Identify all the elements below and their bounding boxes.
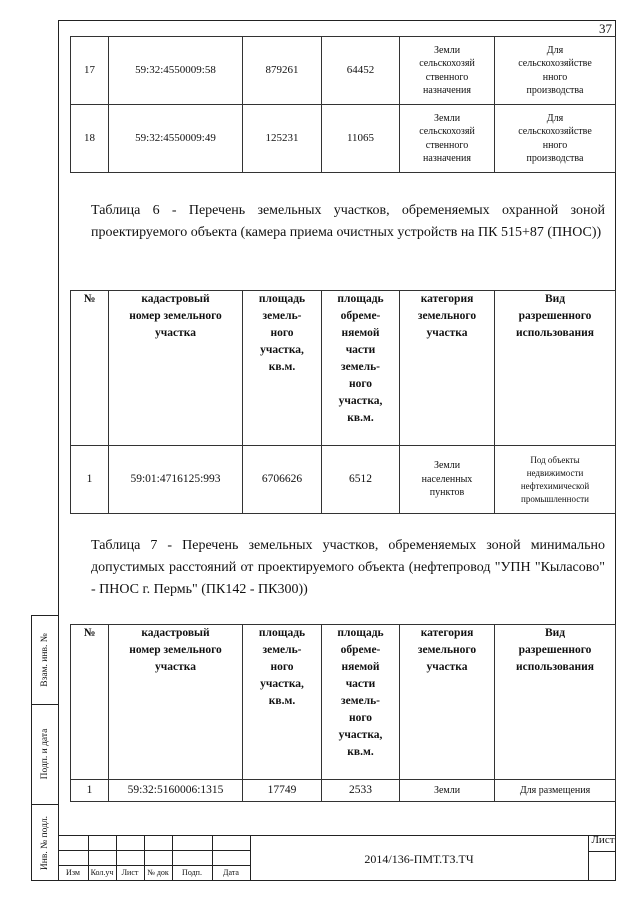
table-cell-num: 1 (71, 446, 109, 514)
sheet-label: Лист (591, 834, 615, 846)
stamp-row-line-2 (58, 865, 250, 866)
cell-line: участка, (260, 344, 304, 356)
cell-line: кв.м. (268, 361, 296, 373)
table-cell-area: 125231 (243, 105, 322, 173)
table-cell-cadastral: 59:32:4550009:49 (109, 105, 243, 173)
cell-line: площадь (337, 627, 384, 639)
table-header-row (71, 291, 616, 446)
table-row (71, 105, 616, 173)
table7-caption: Таблица 7 - Перечень земельных участков, обременяемых зоной минимально допустимых расстояний от проектируемого объекта (нефтепровод "УПН "Кыласово" - ПНОС г. Пермь" (ПК142 - ПК300)) (91, 538, 605, 597)
table-cell-area: 6706626 (243, 446, 322, 514)
cell-line: няемой (341, 661, 380, 673)
header-cell-usage (495, 291, 616, 446)
cell-line: Для размещения (519, 784, 591, 796)
cell-line: нефтехимической (520, 480, 590, 491)
table-cell-usage (495, 780, 616, 802)
header-cell-cadastral (109, 291, 243, 446)
header-cell-category (400, 625, 495, 780)
cell-line: использования (516, 327, 594, 339)
side-label-podp-data: Подп. и дата (39, 728, 50, 780)
cell-line: сельскохозяй (419, 126, 475, 137)
cell-line: недвижимости (526, 467, 584, 478)
header-cell-cadastral (109, 625, 243, 780)
cell-line: номер земельного (129, 310, 222, 322)
cell-line: участка, (338, 395, 383, 407)
cell-line: земель- (262, 644, 302, 656)
cell-line: участка, (260, 678, 304, 690)
cell-line: няемой (341, 327, 380, 339)
side-label-inv-vzam: Взам. инв. № (39, 632, 50, 687)
stamp-col-label: Подп. (182, 868, 202, 877)
header-cell-category (400, 291, 495, 446)
cell-line: населенных (421, 473, 473, 485)
cell-line: ного (348, 378, 373, 390)
cell-line: земель- (262, 310, 302, 322)
table-cell-usage (495, 446, 616, 514)
table-cell-category (400, 446, 495, 514)
stamp-col-label: Изм (66, 868, 80, 877)
cell-line: Земли (433, 460, 461, 472)
cell-line: части (345, 344, 376, 356)
header-cell-encumbered (322, 625, 400, 780)
table6-caption: Таблица 6 - Перечень земельных участков, обременяемых охранной зоной проектируемого объекта (камера приема очистных устройств на ПК 515+87 (ПНОС)) (91, 203, 605, 240)
cell-line: номер земельного (129, 644, 222, 656)
cell-line: площадь (258, 293, 306, 305)
cell-line: категория (420, 293, 474, 305)
page-number: 37 (599, 21, 612, 36)
table-cell-usage (495, 105, 616, 173)
cell-line: участка (426, 327, 468, 339)
cell-line: кадастровый (141, 627, 210, 639)
cell-line: использования (516, 661, 594, 673)
side-label-inv-podl: Инв. № подл. (39, 815, 50, 870)
table-header-row (71, 625, 616, 780)
stamp-col-label: Дата (223, 868, 239, 877)
cell-line: разрешенного (518, 644, 592, 656)
cell-line: кв.м. (347, 746, 374, 758)
cell-line: Вид (544, 293, 566, 305)
cell-line: нного (542, 139, 568, 151)
cell-line: производства (526, 153, 584, 164)
cell-line: ного (270, 327, 294, 339)
cell-line: ного (270, 661, 294, 673)
header-cell-area (243, 291, 322, 446)
cell-line: производства (526, 85, 584, 96)
table-row (71, 780, 616, 802)
cell-line: участка, (338, 729, 383, 741)
cell-line: назначения (423, 85, 471, 96)
table-cell-category (400, 780, 495, 802)
cell-line: участка (426, 661, 468, 673)
header-cell-encumbered (322, 291, 400, 446)
cell-line: площадь (337, 293, 384, 305)
cell-line: Для (546, 112, 564, 124)
cell-line: кв.м. (268, 695, 296, 707)
table-cell-encumbered: 2533 (322, 780, 400, 802)
table-cell-encumbered: 64452 (322, 37, 400, 105)
header-cell-num: № (71, 625, 109, 780)
cell-line: ственного (425, 139, 469, 151)
cell-line: части (345, 678, 376, 690)
stamp-col-label: Лист (121, 868, 139, 877)
table-cell-category (400, 105, 495, 173)
table-cell-area: 17749 (243, 780, 322, 802)
table-row (71, 446, 616, 514)
table-cell-category (400, 37, 495, 105)
cell-line: обреме- (340, 310, 381, 322)
cell-line: пунктов (429, 487, 465, 499)
header-cell-num: № (71, 291, 109, 446)
table-cell-num: 1 (71, 780, 109, 802)
stamp-list-line (588, 851, 616, 852)
cell-line: Земли (433, 784, 461, 796)
cell-line: земельного (417, 644, 477, 656)
cell-line: кадастровый (141, 293, 210, 305)
cell-line: промышленности (521, 493, 589, 504)
table-cell-cadastral: 59:01:4716125:993 (109, 446, 243, 514)
stamp-col-label: № док (147, 868, 169, 877)
cell-line: сельскохозяйстве (518, 58, 592, 69)
cell-line: участка (155, 327, 196, 339)
table-cell-cadastral: 59:32:5160006:1315 (109, 780, 243, 802)
cell-line: разрешенного (518, 310, 592, 322)
cell-line: Для (546, 44, 564, 56)
stamp-list-divider (588, 835, 589, 881)
table-cell-usage (495, 37, 616, 105)
table-cell-cadastral: 59:32:4550009:58 (109, 37, 243, 105)
stamp-col-label: Кол.уч (90, 868, 114, 877)
document-code: 2014/136-ПМТ.ТЗ.ТЧ (364, 852, 474, 866)
cell-line: категория (420, 627, 474, 639)
cell-line: ного (348, 712, 373, 724)
table6 (70, 290, 616, 514)
cell-line: ственного (425, 71, 469, 83)
cell-line: кв.м. (347, 412, 374, 424)
cell-line: Земли (433, 44, 461, 56)
cell-line: площадь (258, 627, 306, 639)
cell-line: назначения (423, 153, 471, 164)
cell-line: нного (542, 71, 568, 83)
table-cell-encumbered: 6512 (322, 446, 400, 514)
header-cell-usage (495, 625, 616, 780)
cell-line: участка (155, 661, 196, 673)
cell-line: обреме- (340, 644, 381, 656)
table-cell-area: 879261 (243, 37, 322, 105)
cell-line: Земли (433, 112, 461, 124)
table-continuation (70, 36, 616, 173)
cell-line: сельскохозяйстве (518, 126, 592, 137)
table-cell-encumbered: 11065 (322, 105, 400, 173)
table7 (70, 624, 616, 802)
cell-line: Под объекты (530, 454, 580, 465)
cell-line: сельскохозяй (419, 58, 475, 69)
cell-line: Вид (544, 627, 566, 639)
stamp-top-line (58, 835, 616, 836)
cell-line: земель- (340, 361, 381, 373)
table-cell-num: 18 (71, 105, 109, 173)
stamp-row-line-1 (58, 850, 250, 851)
table-cell-num: 17 (71, 37, 109, 105)
table-row (71, 37, 616, 105)
header-cell-area (243, 625, 322, 780)
cell-line: земельного (417, 310, 477, 322)
cell-line: земель- (340, 695, 381, 707)
